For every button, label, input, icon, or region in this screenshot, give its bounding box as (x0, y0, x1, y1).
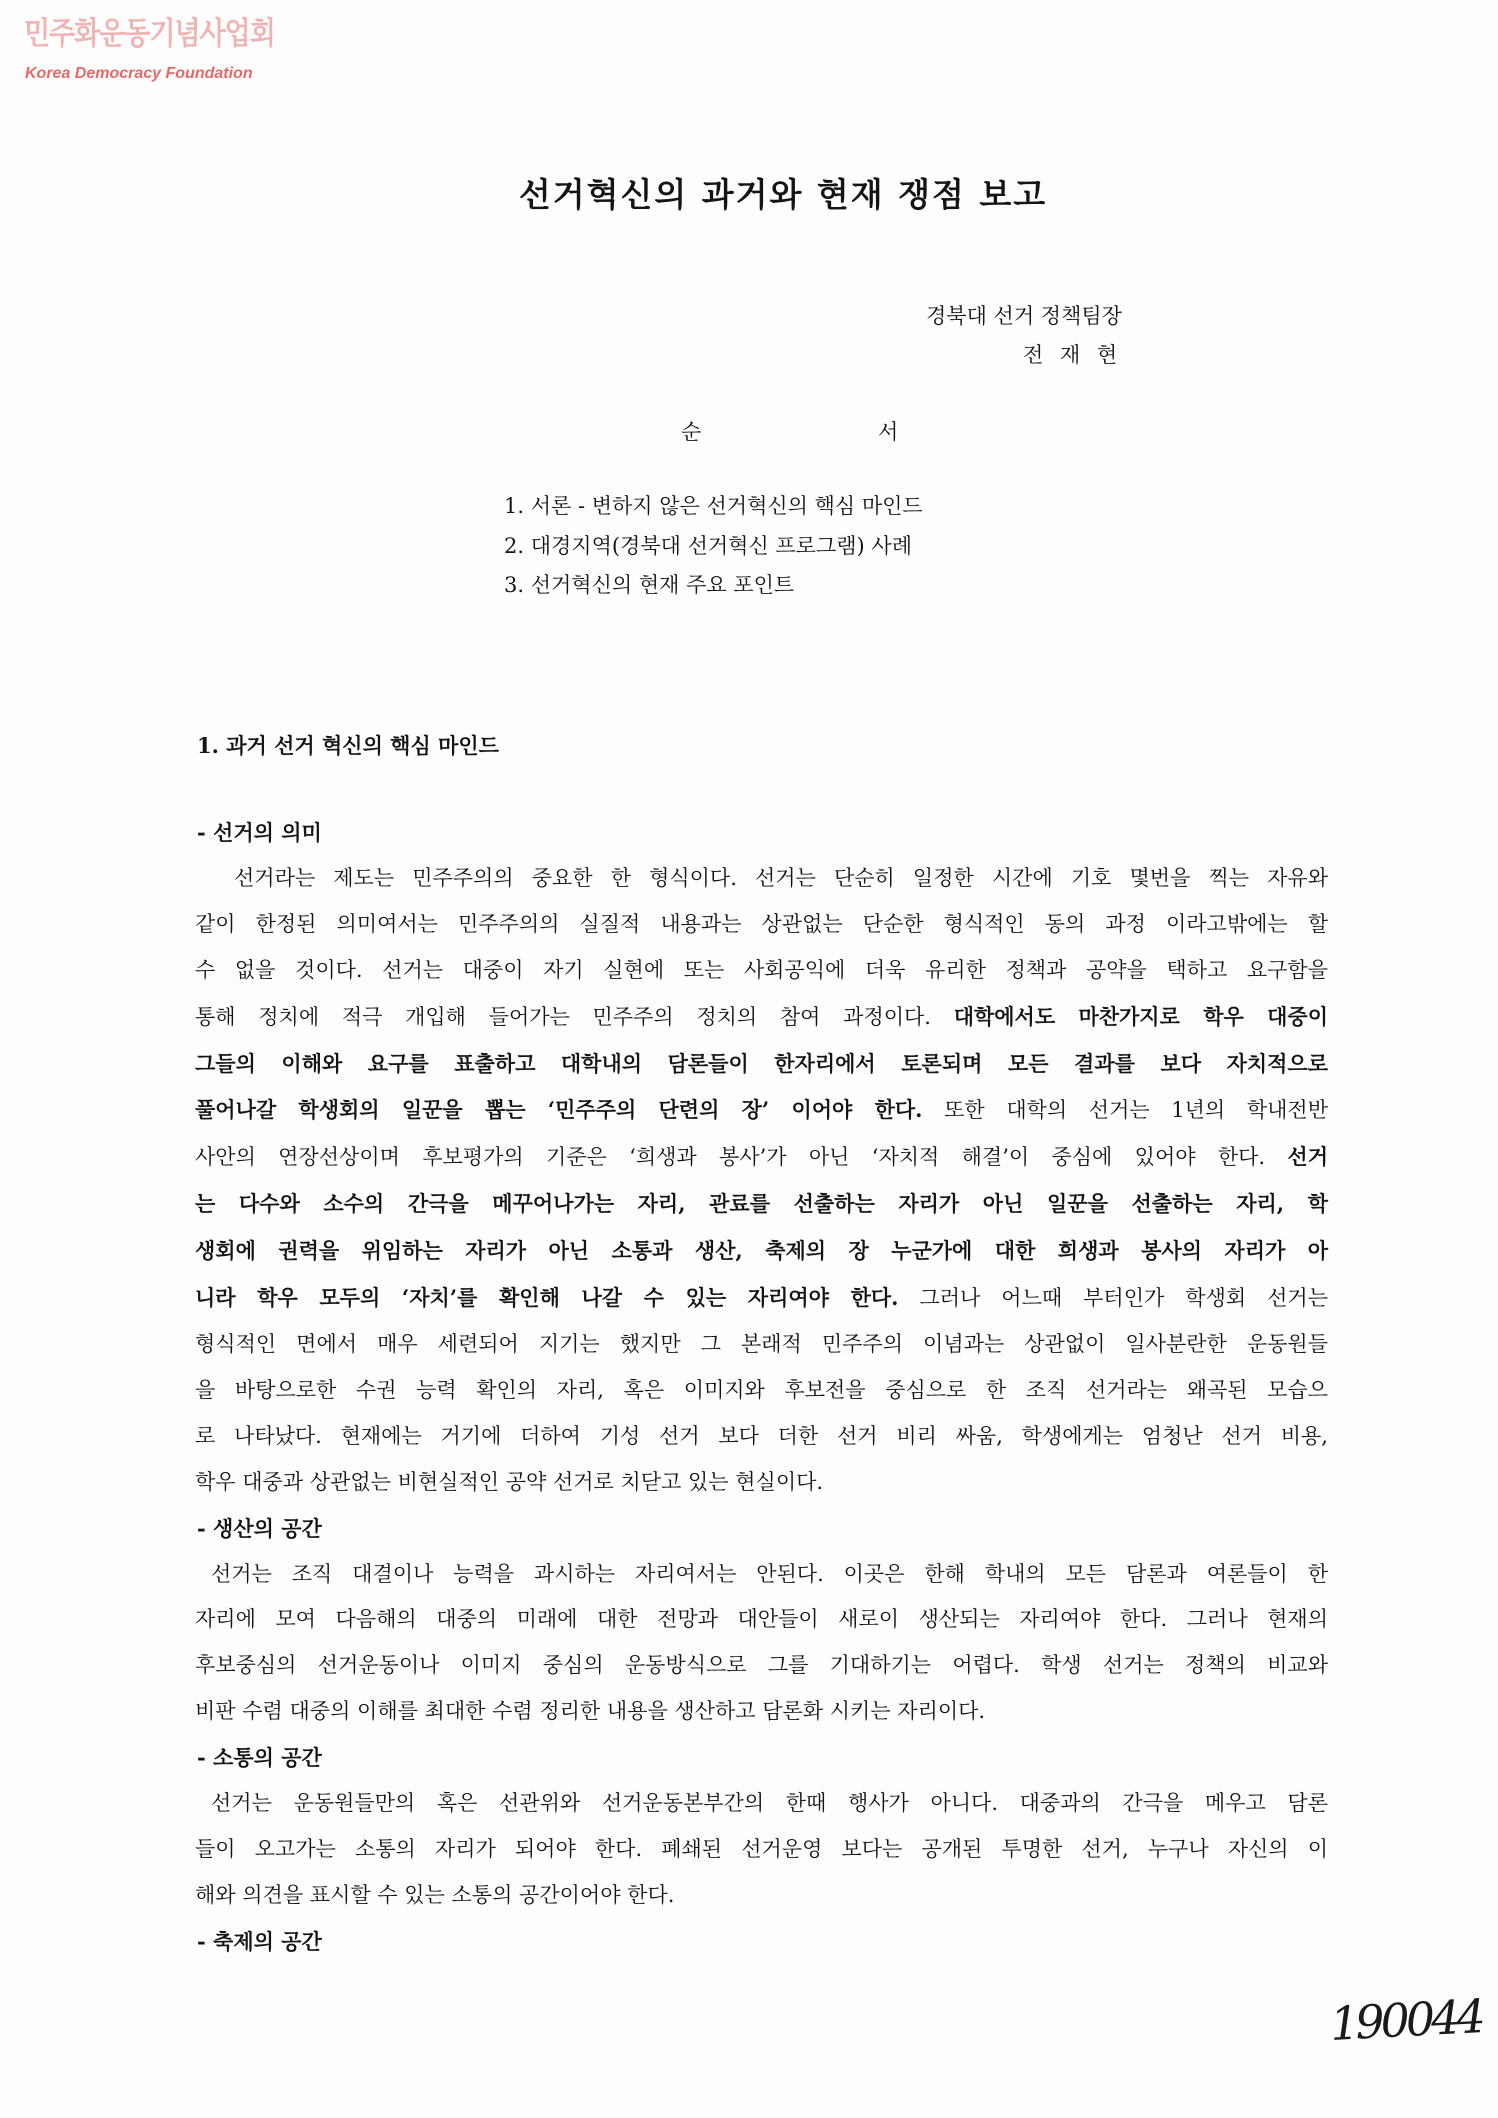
paragraph-line (195, 1134, 1328, 1181)
author-name: 전 재 현 (1023, 343, 1123, 367)
paragraph-line (195, 1689, 1328, 1735)
bold-text-run: 는 다수와 소수의 간극을 메꾸어나가는 자리, 관료를 선출하는 자리가 아닌 일꾼을 선출하는 자리, 학 (195, 1191, 1328, 1217)
subsection (195, 810, 1328, 1506)
table-of-contents (504, 487, 923, 606)
toc-item: 1. 서론 - 변하지 않은 선거혁신의 핵심 마인드 (504, 494, 923, 518)
text-run: 그러나 어느때 부터인가 학생회 선거는 (898, 1286, 1328, 1311)
document-title: 선거혁신의 과거와 현재 쟁점 보고 (518, 175, 1048, 214)
text-run: 후보중심의 선거운동이나 이미지 중심의 운동방식으로 그를 기대하기는 어렵다. 학생 선거는 정책의 비교와 (195, 1653, 1328, 1678)
paragraph-line (195, 1041, 1328, 1088)
text-run: 또한 대학의 선거는 1년의 학내전반 (922, 1098, 1328, 1123)
text-run: 통해 정치에 적극 개입해 들어가는 민주주의 정치의 참여 과정이다. (195, 1004, 954, 1029)
bold-text-run: 선거 (1287, 1144, 1328, 1170)
bold-text-run: 니라 학우 모두의 ‘자치’를 확인해 나갈 수 있는 자리여야 한다. (195, 1285, 899, 1311)
text-run: 선거는 운동원들만의 혹은 선관위와 선거운동본부간의 한때 행사가 아니다. 대중과의 간극을 메우고 담론 (211, 1791, 1328, 1816)
paragraph-line (195, 1181, 1328, 1228)
text-run: 수 없을 것이다. 선거는 대중이 자기 실현에 또는 사회공익에 더욱 유리한 정책과 공약을 택하고 요구함을 (195, 957, 1328, 982)
text-run: 선거는 조직 대결이나 능력을 과시하는 자리여서는 안된다. 이곳은 한해 학내의 모든 담론과 여론들이 한 (211, 1561, 1328, 1586)
subsection (195, 1919, 1328, 1965)
section-heading: 1. 과거 선거 혁신의 핵심 마인드 (197, 733, 499, 758)
paragraph-line (195, 1643, 1328, 1689)
paragraph-line (195, 1228, 1328, 1275)
paragraph-line (195, 1460, 1328, 1506)
bold-text-run: 풀어나갈 학생회의 일꾼을 뽑는 ‘민주주의 단련의 장’ 이어야 한다. (195, 1097, 923, 1123)
paragraph-line (195, 1873, 1328, 1919)
toc-item: 2. 대경지역(경북대 선거혁신 프로그램) 사례 (504, 533, 912, 558)
paragraph-line (195, 1781, 1328, 1827)
author-affiliation: 경북대 선거 정책팀장 (926, 304, 1122, 328)
paragraph-line (195, 948, 1328, 994)
text-run: 비판 수렴 대중의 이해를 최대한 수렴 정리한 내용을 생산하고 담론화 시키는 자리이다. (195, 1699, 986, 1724)
subsection-heading: - 소통의 공간 (197, 1745, 322, 1771)
text-run: 로 나타났다. 현재에는 거기에 더하여 기성 선거 보다 더한 선거 비리 싸움, 학생에게는 엄청난 선거 비용, (195, 1423, 1328, 1448)
paragraph-line (195, 1552, 1328, 1598)
paragraph-line (195, 1087, 1328, 1134)
text-run: 해와 의견을 표시할 수 있는 소통의 공간이어야 한다. (195, 1882, 675, 1907)
text-run: 선거라는 제도는 민주주의의 중요한 한 형식이다. 선거는 단순히 일정한 시간에 기호 몇번을 찍는 자유와 (234, 865, 1328, 890)
subsection (195, 1506, 1328, 1736)
subsection-heading: - 생산의 공간 (197, 1515, 322, 1541)
text-run: 같이 한정된 의미여서는 민주주의의 실질적 내용과는 상관없는 단순한 형식적인 동의 과정 이라고밖에는 할 (195, 911, 1328, 936)
paragraph-line (195, 1275, 1328, 1322)
paragraph-line (195, 1414, 1328, 1460)
text-run: 들이 오고가는 소통의 자리가 되어야 한다. 폐쇄된 선거운영 보다는 공개된 투명한 선거, 누구나 자신의 이 (195, 1836, 1328, 1861)
subsection-heading: - 선거의 의미 (197, 820, 322, 845)
section-body (195, 810, 1328, 1965)
watermark-korean-name: 민주화운동기념사업회 (24, 16, 275, 52)
text-run: 자리에 모여 다음해의 대중의 미래에 대한 전망과 대안들이 새로이 생산되는 자리여야 한다. 그러나 현재의 (195, 1607, 1328, 1632)
toc-heading: 순 서 (681, 420, 899, 444)
text-run: 학우 대중과 상관없는 비현실적인 공약 선거로 치닫고 있는 현실이다. (195, 1469, 824, 1494)
paragraph-line (195, 856, 1328, 902)
bold-text-run: 그들의 이해와 요구를 표출하고 대학내의 담론들이 한자리에서 토론되며 모든 결과를 보다 자치적으로 (195, 1050, 1328, 1076)
subsection-heading: - 축제의 공간 (197, 1928, 322, 1954)
paragraph-line (195, 1827, 1328, 1873)
text-run: 사안의 연장선상이며 후보평가의 기준은 ‘희생과 봉사’가 아닌 ‘자치적 해결’이 중심에 있어야 한다. (195, 1145, 1288, 1170)
paragraph-line (195, 1597, 1328, 1643)
paragraph-line (195, 994, 1328, 1041)
watermark-english-name: Korea Democracy Foundation (25, 65, 253, 82)
paragraph-line (195, 902, 1328, 948)
text-run: 을 바탕으로한 수권 능력 확인의 자리, 혹은 이미지와 후보전을 중심으로 한 조직 선거라는 왜곡된 모습으 (195, 1377, 1328, 1402)
toc-item: 3. 선거혁신의 현재 주요 포인트 (504, 573, 795, 597)
bold-text-run: 생회에 권력을 위임하는 자리가 아닌 소통과 생산, 축제의 장 누군가에 대한 희생과 봉사의 자리가 아 (195, 1238, 1328, 1264)
handwritten-document-number: 190044 (1328, 1989, 1483, 2051)
paragraph-line (195, 1322, 1328, 1368)
text-run: 형식적인 면에서 매우 세련되어 지기는 했지만 그 본래적 민주주의 이념과는 상관없이 일사분란한 운동원들 (195, 1331, 1328, 1356)
subsection (195, 1735, 1328, 1919)
bold-text-run: 대학에서도 마찬가지로 학우 대중이 (953, 1003, 1328, 1029)
paragraph-line (195, 1368, 1328, 1414)
